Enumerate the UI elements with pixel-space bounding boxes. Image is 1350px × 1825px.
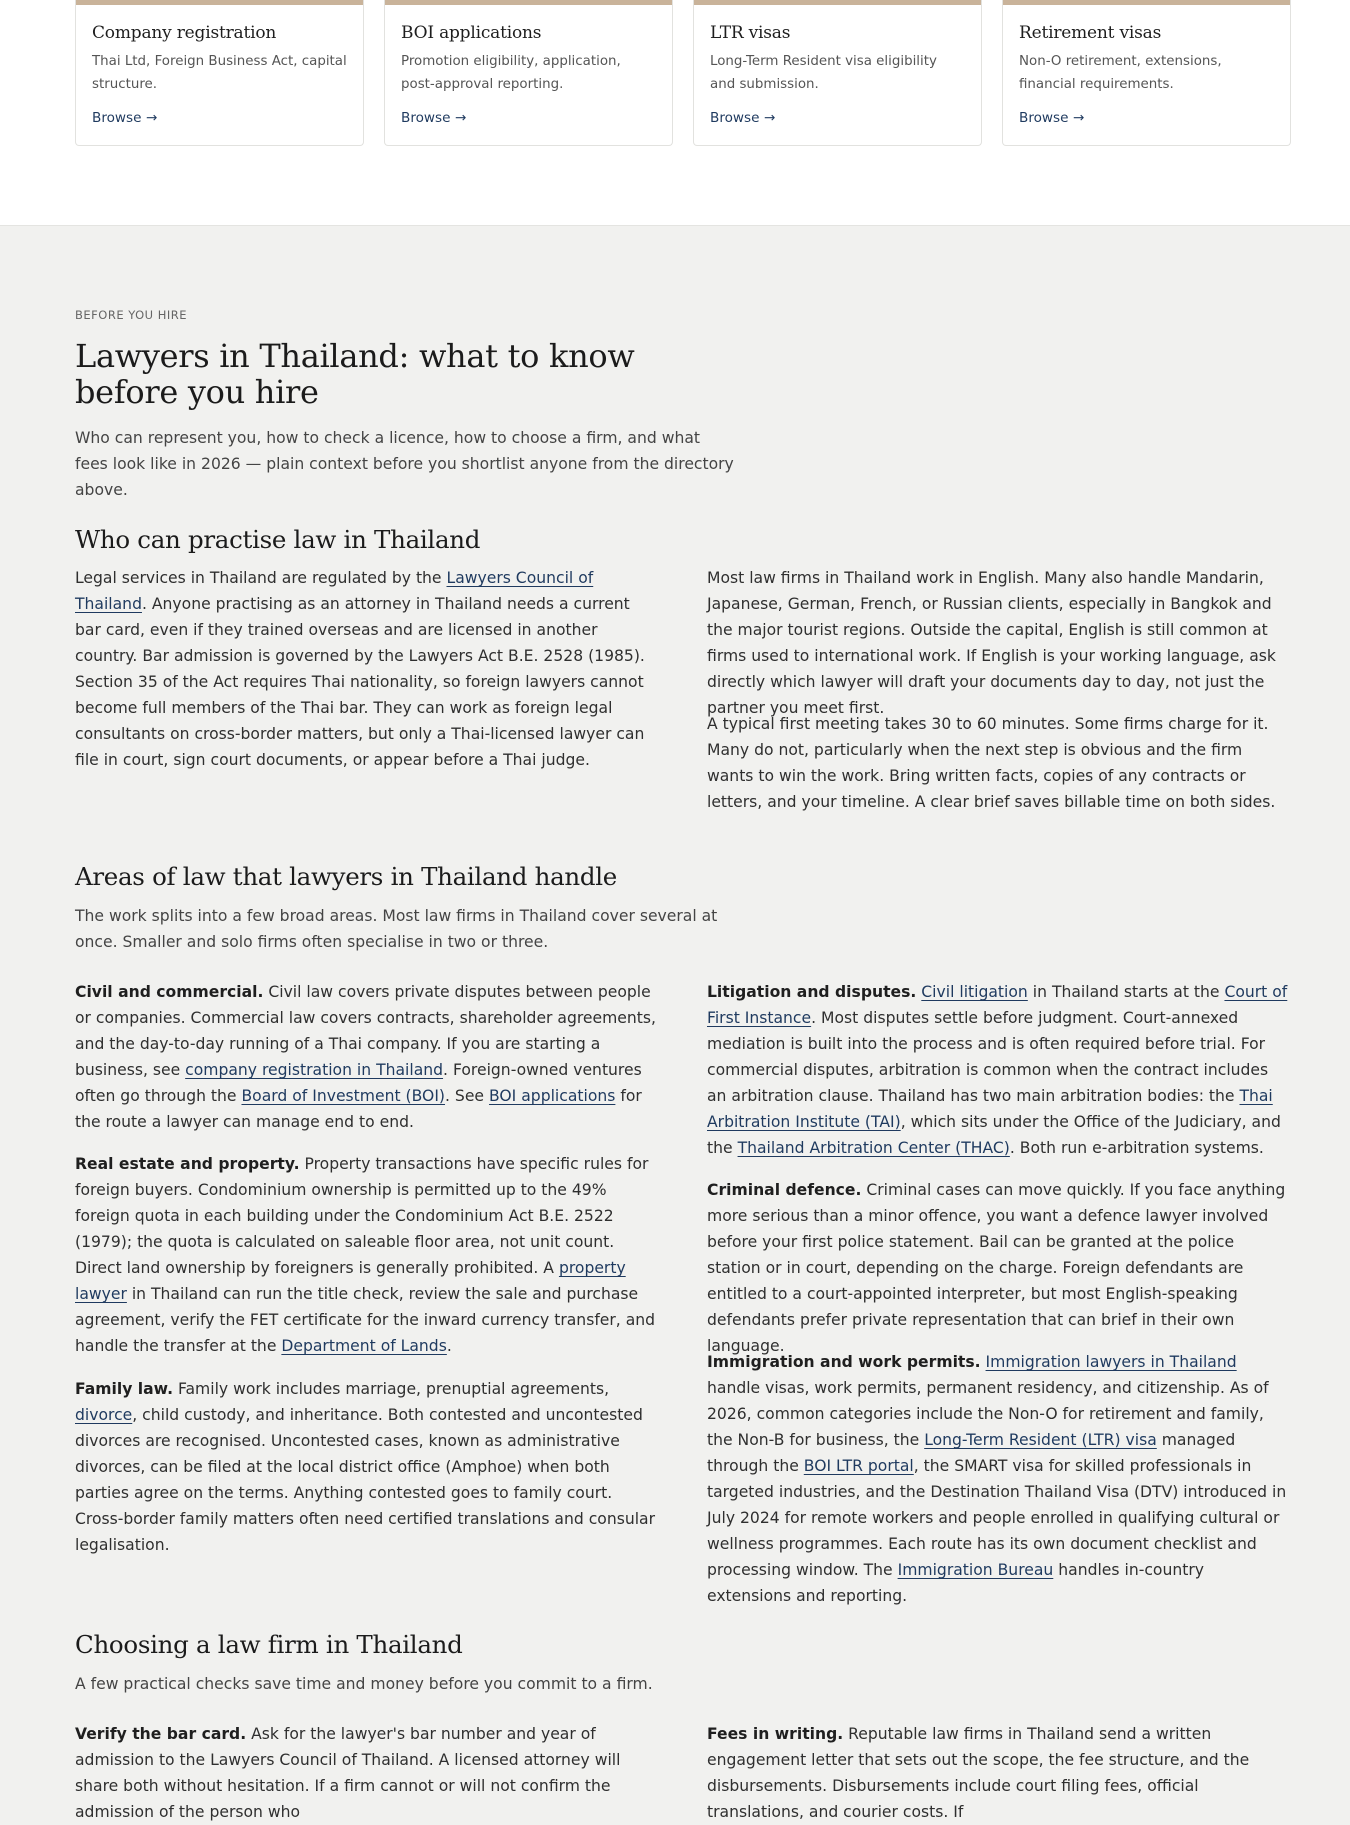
text: Civil law covers private disputes between people or companies. Commercial law covers contracts, shareholder agreements, and the day-to-day running of a Thai company. If you are starting a business, see [75, 983, 656, 1079]
section-eyebrow: BEFORE YOU HIRE [75, 308, 188, 322]
card-image-strip [1003, 0, 1290, 5]
link-boi-ltr-portal[interactable]: BOI LTR portal [803, 1457, 914, 1475]
paragraph-first-meeting: A typical first meeting takes 30 to 60 minutes. Some firms charge for it. Many do not, particularly when the next step is obvious and the firm wants to win the work. Bring written facts, copies of any contracts or letters, and your timeline. A clear brief saves billable time on both sides. [707, 715, 1276, 811]
heading-who-can-practise: Who can practise law in Thailand [75, 525, 481, 554]
browse-link[interactable]: Browse → [710, 110, 776, 126]
text: . Both run e-arbitration systems. [1009, 1139, 1264, 1157]
heading-areas-of-law: Areas of law that lawyers in Thailand handle [75, 862, 618, 891]
label: Verify the bar card. [75, 1725, 247, 1743]
label: Family law. [75, 1380, 173, 1398]
text: Reputable law firms in Thailand send a written engagement letter that sets out the scope, the fee structure, and the disbursements. Disbursements include court filing fees, official translations, and courier costs. If [707, 1725, 1250, 1821]
link-divorce[interactable]: divorce [75, 1406, 133, 1424]
practice-cards-section [0, 0, 1350, 226]
link-boi[interactable]: Board of Investment (BOI) [241, 1087, 446, 1105]
link-boi-applications[interactable]: BOI applications [488, 1087, 616, 1105]
paragraph-family-law [75, 1376, 657, 1558]
card-ltr-visas[interactable] [693, 0, 982, 146]
label: Real estate and property. [75, 1155, 300, 1173]
card-retirement-visas[interactable] [1002, 0, 1291, 146]
card-title: LTR visas [710, 23, 791, 43]
card-boi-applications[interactable] [384, 0, 673, 146]
card-title: BOI applications [401, 23, 542, 43]
paragraph-verify-bar-card [75, 1721, 657, 1821]
card-title: Company registration [92, 23, 277, 43]
paragraph-immigration [707, 1349, 1289, 1609]
text: in Thailand starts at the [1027, 983, 1225, 1001]
browse-link[interactable]: Browse → [92, 110, 158, 126]
browse-link[interactable]: Browse → [1019, 110, 1085, 126]
label: Civil and commercial. [75, 983, 264, 1001]
card-image-strip [76, 0, 363, 5]
paragraph-civil-commercial [75, 979, 657, 1135]
text: in Thailand can run the title check, review the sale and purchase agreement, verify the FET certificate for the inward currency transfer, and handle the transfer at the [75, 1285, 656, 1355]
text: Legal services in Thailand are regulated by the [75, 569, 447, 587]
link-ltr-visa[interactable]: Long-Term Resident (LTR) visa [924, 1431, 1157, 1449]
link-thac[interactable]: Thailand Arbitration Center (THAC) [737, 1139, 1010, 1157]
areas-lead: The work splits into a few broad areas. Most law firms in Thailand cover several at once. Smaller and solo firms often specialise in two or three. [75, 907, 718, 951]
link-department-of-lands[interactable]: Department of Lands [281, 1337, 447, 1355]
label: Criminal defence. [707, 1181, 862, 1199]
card-description: Long-Term Resident visa eligibility and submission. [710, 54, 937, 92]
link-tai[interactable]: Thai Arbitration Institute (TAI) [707, 1087, 1273, 1131]
page-title: Lawyers in Thailand: what to know before you hire [75, 337, 635, 411]
link-property-lawyer[interactable]: property lawyer [75, 1259, 626, 1303]
text: , the SMART visa for skilled professionals in targeted industries, and the Destination Thailand Visa (DTV) introduced in July 2024 for remote workers and people enrolled in qualifying cultural or wellness programmes. Each route has its own document checklist and processing window. The [707, 1457, 1287, 1579]
heading-choosing-law-firm: Choosing a law firm in Thailand [75, 1630, 463, 1659]
intro-lead: Who can represent you, how to check a licence, how to choose a firm, and what fees look like in 2026 — plain context before you shortlist anyone from the directory above. [75, 429, 734, 499]
label: Litigation and disputes. [707, 983, 917, 1001]
paragraph-fees-in-writing [707, 1721, 1289, 1821]
choosing-lead: A few practical checks save time and money before you commit to a firm. [75, 1675, 653, 1693]
text: . See [445, 1087, 489, 1105]
label: Immigration and work permits. [707, 1353, 981, 1371]
link-immigration-bureau[interactable]: Immigration Bureau [897, 1561, 1054, 1579]
text: . Anyone practising as an attorney in Thailand needs a current bar card, even if they trained overseas and are licensed in another country. Bar admission is governed by the Lawyers Act B.E. 2528 (1985). Section 35 of the Act requires Thai nationality, so foreign lawyers cannot become full members of the Thai bar. They can work as foreign legal consultants on cross-border matters, but only a Thai-licensed lawyer can file in court, sign court documents, or appear before a Thai judge. [75, 595, 645, 769]
card-image-strip [385, 0, 672, 5]
link-court-of-first-instance[interactable]: Court of First Instance [707, 983, 1288, 1027]
text: Ask for the lawyer's bar number and year of admission to the Lawyers Council of Thailand. A licensed attorney will share both without hesitation. If a firm cannot or will not confirm the admission of the person who [75, 1725, 621, 1821]
paragraph-languages: Most law firms in Thailand work in English. Many also handle Mandarin, Japanese, German, French, or Russian clients, especially in Bangkok and the major tourist regions. Outside the capital, English is still common at firms used to international work. If English is your working language, ask directly which lawyer will draft your documents day to day, not just the partner you meet first. [707, 569, 1276, 717]
paragraph-regulation [75, 565, 657, 773]
card-image-strip [694, 0, 981, 5]
card-description: Thai Ltd, Foreign Business Act, capital structure. [92, 54, 347, 92]
link-company-registration[interactable]: company registration in Thailand [185, 1061, 444, 1079]
label: Fees in writing. [707, 1725, 844, 1743]
text: , child custody, and inheritance. Both contested and uncontested divorces are recognised. Uncontested cases, known as administrative divorces, can be filed at the local district office (Amphoe) when both parties agree on the terms. Anything contested goes to family court. Cross-border family matters often need certified translations and consular legalisation. [75, 1406, 656, 1554]
card-description: Promotion eligibility, application, post-approval reporting. [401, 54, 621, 92]
text: , which sits under the Office of the Judiciary, and the [707, 1113, 1281, 1157]
text: for the route a lawyer can manage end to end. [75, 1087, 642, 1131]
text: Property transactions have specific rules for foreign buyers. Condominium ownership is permitted up to the 49% foreign quota in each building under the Condominium Act B.E. 2522 (1979); the quota is calculated on saleable floor area, not unit count. Direct land ownership by foreigners is generally prohibited. A [75, 1155, 649, 1277]
paragraph-litigation [707, 979, 1289, 1161]
text: handles in-country extensions and reporting. [707, 1561, 1204, 1605]
card-company-registration[interactable] [75, 0, 364, 146]
card-title: Retirement visas [1019, 23, 1162, 43]
text: handle visas, work permits, permanent residency, and citizenship. As of 2026, common categories include the Non-O for retirement and family, the Non-B for business, the [707, 1379, 1269, 1449]
text: . Foreign-owned ventures often go through the [75, 1061, 642, 1105]
paragraph-criminal-defence [707, 1177, 1289, 1359]
text: Criminal cases can move quickly. If you face anything more serious than a minor offence, you want a defence lawyer involved before your first police statement. Bail can be granted at the police station or in court, depending on the charge. Foreign defendants are entitled to a court-appointed interpreter, but most English-speaking defendants prefer private representation that can brief in their own language. [707, 1181, 1286, 1355]
text: Family work includes marriage, prenuptial agreements, [173, 1380, 610, 1398]
browse-link[interactable]: Browse → [401, 110, 467, 126]
link-immigration-lawyers[interactable]: Immigration lawyers in Thailand [985, 1353, 1237, 1371]
text: . [446, 1337, 452, 1355]
paragraph-real-estate [75, 1151, 657, 1359]
text: . Most disputes settle before judgment. Court-annexed mediation is built into the process and is often required before trial. For commercial disputes, arbitration is common when the contract includes an arbitration clause. Thailand has two main arbitration bodies: the [707, 1009, 1269, 1105]
text: managed through the [707, 1431, 1236, 1475]
card-description: Non-O retirement, extensions, financial requirements. [1019, 54, 1222, 92]
link-lawyers-council[interactable]: Lawyers Council of Thailand [75, 569, 594, 613]
link-civil-litigation[interactable]: Civil litigation [921, 983, 1028, 1001]
